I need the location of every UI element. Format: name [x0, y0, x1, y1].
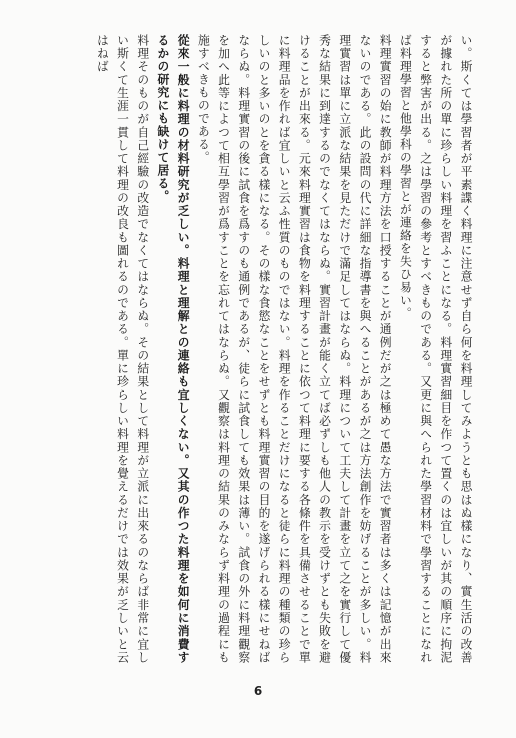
paragraph-3: 從來一般に料理の材料研究が乏しい。料理と理解との連絡も宜しくない。又其の作つた料理を如何に消費するかの研究にも缺けて居る。 [155, 34, 191, 664]
vertical-text-body [30, 34, 476, 664]
paragraph-4: 料理そのものが自己經驗の改造でなくてはならぬ。その結果として料理が立派に出來るのならば非常に宜しい斯くて生涯一貫して料理の改良も圖れるのである。單に珍らしい料理を覺えるだけでは效果が乏しいと云はねば [95, 34, 150, 664]
paragraph-1: い。斯くては學習者が平素諜く料理に注意せず自ら何を料理してみようとも思はぬ樣になり、實生活の改善が據れた所の單に珍らしい料理を習ふことになる。料理實習細目を作つて置くのは宜しいが其の順序に拘泥すると弊害が出る。之は學習の參考とすべきものである。又更に與へられた學習材料で學習することになれば料理學習と他學科の學習とが連絡を失ひ易い。 [398, 34, 473, 664]
paragraph-2: 料理實習の始に教師が料理方法を口授することが通例だが之は極めて愚な方法で實習者は多くは記憶が出來ないのである。此の設問の代に詳細な指導書を與へることがあるが之は方法創作を妨げることが多しい。料理實習は單に立派な結果を見ただけで滿足してはならぬ。料理について工夫して計畫を立て之を實行して優秀な結果に到達するのでなくてはならぬ。實習計畫が能く立てば必ずしも他人の教示を受けずとも失敗を避けることが出來る。元來料理實習は食物を料理することに依つて料理に要する各條件を具備させることで單に料理品を作れば宜しいと云ふ性質のものではない。料理を作ることだけになると徒らに料理の種類の珍らしいのと多いのとを貪る樣になる。その樣な食慾なことをせずとも料理實習の目的を遂げられる樣にせねばならぬ。料理實習の後に試食を爲すのも通例であるが、徒らに試食しても效果は薄い。試食の外に料理觀察を加へ此等によつて相互學習が爲すことを忘れてはならぬ。又觀察は料理の結果のみならず料理の過程にも施すべきものである。 [196, 34, 393, 664]
page-number: 6 [253, 684, 263, 698]
